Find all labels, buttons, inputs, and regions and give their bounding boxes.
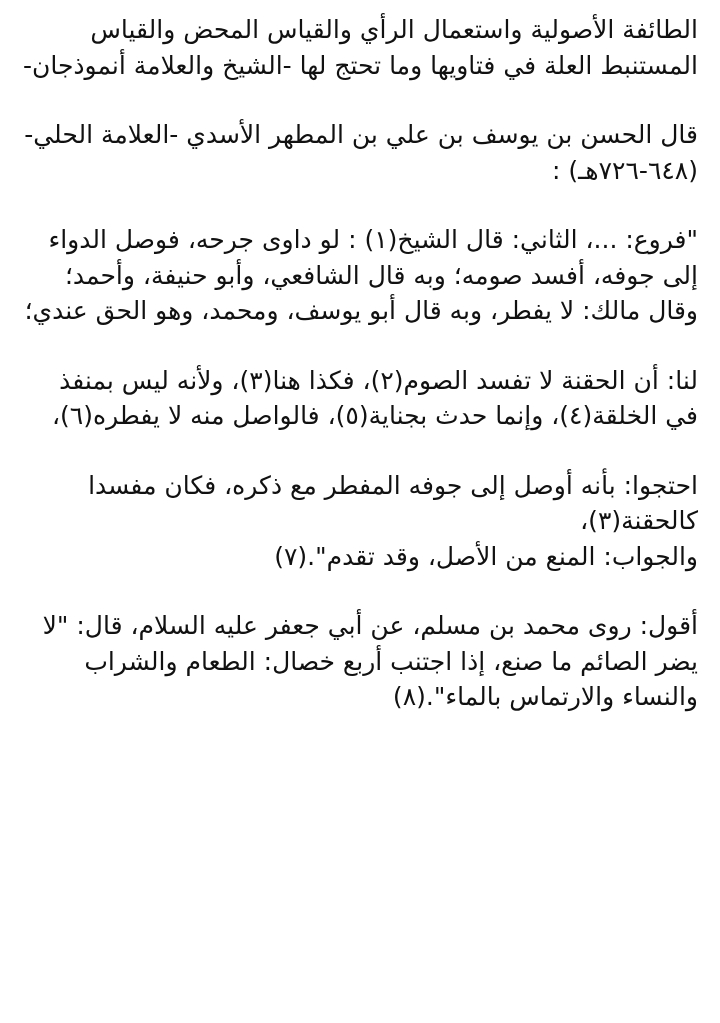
text-line: احتجوا: بأنه أوصل إلى جوفه المفطر مع ذكره، فكان مفسدا كالحقنة(٣)، bbox=[88, 470, 698, 535]
text-line: أقول: روى محمد بن مسلم، عن أبي جعفر عليه السلام، قال: "لا يضر الصائم ما صنع، إذا اجتنب أربع خصال: الطعام والشراب والنساء والارتماس بالماء".(٨) bbox=[42, 611, 698, 711]
text-line: لنا: أن الحقنة لا تفسد الصوم(٢)، فكذا هنا(٣)، ولأنه ليس بمنفذ في الخلقة(٤)، وإنما حدث بجناية(٥)، فالواصل منه لا يفطره(٦)، bbox=[51, 365, 698, 430]
text-line: والجواب: المنع من الأصل، وقد تقدم".(٧) bbox=[274, 541, 698, 571]
text-line: قال الحسن بن يوسف بن علي بن المطهر الأسدي -العلامة الحلي- (٦٤٨-٧٢٦هـ) : bbox=[24, 120, 698, 185]
title-paragraph bbox=[22, 12, 698, 83]
quote-paragraph bbox=[22, 222, 698, 329]
comment-paragraph bbox=[22, 608, 698, 715]
text-line: "فروع: ...، الثاني: قال الشيخ(١) : لو داوى جرحه، فوصل الدواء إلى جوفه، أفسد صومه؛ وبه قال الشافعي، وأبو حنيفة، وأحمد؛ bbox=[48, 225, 698, 290]
author-paragraph bbox=[22, 117, 698, 188]
objection-paragraph bbox=[22, 468, 698, 575]
argument-paragraph bbox=[22, 363, 698, 434]
text-line: الطائفة الأصولية واستعمال الرأي والقياس المحض والقياس المستنبط العلة في فتاويها وما تحتج لها -الشيخ والعلامة أنموذجان- bbox=[22, 15, 698, 80]
text-line: وقال مالك: لا يفطر، وبه قال أبو يوسف، ومحمد، وهو الحق عندي؛ bbox=[24, 296, 698, 325]
